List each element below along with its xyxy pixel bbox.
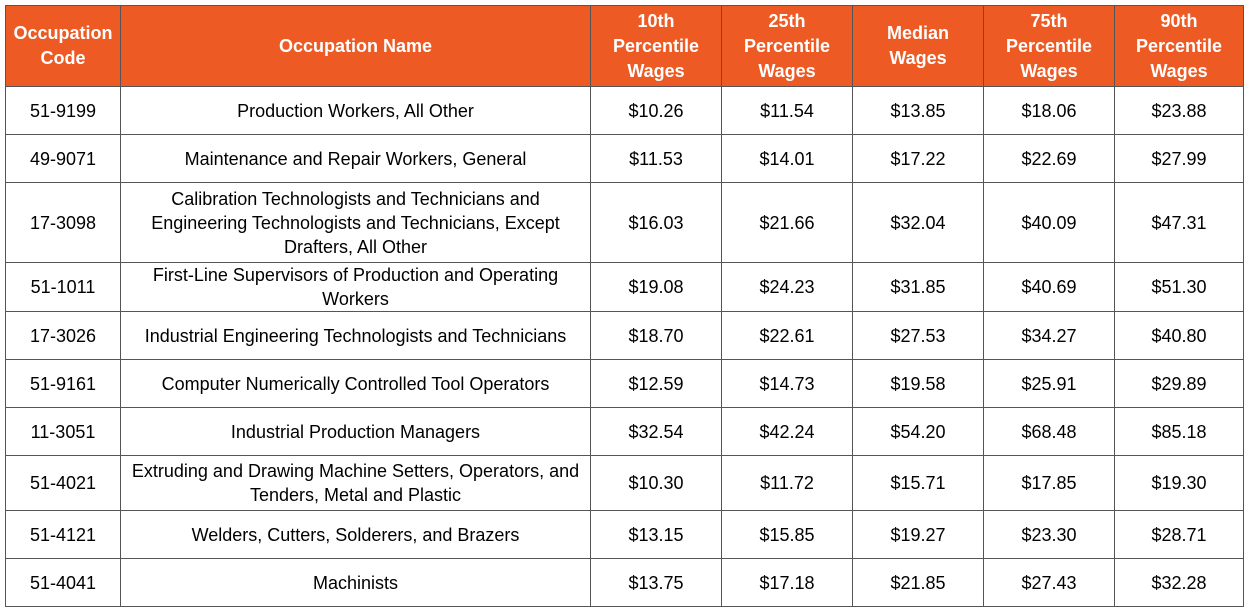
p90-wage-cell: $23.88: [1115, 87, 1244, 135]
p90-wage-cell: $27.99: [1115, 135, 1244, 183]
p75-wage-cell: $18.06: [984, 87, 1115, 135]
p90-wage-cell: $29.89: [1115, 360, 1244, 408]
p25-wage-cell: $11.54: [722, 87, 853, 135]
median-wage-cell: $31.85: [853, 263, 984, 312]
occupation-name-cell: Industrial Engineering Technologists and Technicians: [121, 312, 591, 360]
p10-wage-cell: $11.53: [591, 135, 722, 183]
median-wage-cell: $19.27: [853, 511, 984, 559]
p75-wage-cell: $34.27: [984, 312, 1115, 360]
median-wage-cell: $32.04: [853, 183, 984, 263]
occupation-name-cell: Industrial Production Managers: [121, 408, 591, 456]
p90-wage-cell: $47.31: [1115, 183, 1244, 263]
median-wage-cell: $19.58: [853, 360, 984, 408]
median-wage-cell: $21.85: [853, 559, 984, 607]
table-row: [6, 263, 1244, 312]
occupation-name-cell: First-Line Supervisors of Production and Operating Workers: [121, 263, 591, 312]
p90-wage-cell: $51.30: [1115, 263, 1244, 312]
occupation-code-cell: 51-9161: [6, 360, 121, 408]
occupation-name-cell: Production Workers, All Other: [121, 87, 591, 135]
header-occupation-name: Occupation Name: [121, 6, 591, 87]
occupation-name-cell: Calibration Technologists and Technicians and Engineering Technologists and Technicians, Except Drafters, All Other: [121, 183, 591, 263]
p25-wage-cell: $15.85: [722, 511, 853, 559]
p75-wage-cell: $22.69: [984, 135, 1115, 183]
header-row: [6, 6, 1244, 87]
p10-wage-cell: $16.03: [591, 183, 722, 263]
occupation-code-cell: 51-4041: [6, 559, 121, 607]
table-row: [6, 183, 1244, 263]
p10-wage-cell: $12.59: [591, 360, 722, 408]
occupation-name-cell: Machinists: [121, 559, 591, 607]
median-wage-cell: $27.53: [853, 312, 984, 360]
p10-wage-cell: $10.30: [591, 456, 722, 511]
p75-wage-cell: $40.09: [984, 183, 1115, 263]
p90-wage-cell: $28.71: [1115, 511, 1244, 559]
table-row: [6, 559, 1244, 607]
header-75th-percentile: 75th Percentile Wages: [984, 6, 1115, 87]
occupation-code-cell: 51-9199: [6, 87, 121, 135]
p10-wage-cell: $19.08: [591, 263, 722, 312]
p90-wage-cell: $85.18: [1115, 408, 1244, 456]
p90-wage-cell: $40.80: [1115, 312, 1244, 360]
table-row: [6, 408, 1244, 456]
p25-wage-cell: $21.66: [722, 183, 853, 263]
p25-wage-cell: $14.73: [722, 360, 853, 408]
occupation-code-cell: 51-4021: [6, 456, 121, 511]
occupation-name-cell: Welders, Cutters, Solderers, and Brazers: [121, 511, 591, 559]
occupation-name-cell: Extruding and Drawing Machine Setters, Operators, and Tenders, Metal and Plastic: [121, 456, 591, 511]
table-row: [6, 87, 1244, 135]
occupation-code-cell: 49-9071: [6, 135, 121, 183]
occupation-code-cell: 17-3098: [6, 183, 121, 263]
p75-wage-cell: $17.85: [984, 456, 1115, 511]
header-median: Median Wages: [853, 6, 984, 87]
p25-wage-cell: $11.72: [722, 456, 853, 511]
p25-wage-cell: $14.01: [722, 135, 853, 183]
occupation-code-cell: 11-3051: [6, 408, 121, 456]
p75-wage-cell: $25.91: [984, 360, 1115, 408]
p10-wage-cell: $32.54: [591, 408, 722, 456]
table-row: [6, 360, 1244, 408]
occupation-code-cell: 51-4121: [6, 511, 121, 559]
wage-table: [5, 5, 1244, 607]
p90-wage-cell: $19.30: [1115, 456, 1244, 511]
p75-wage-cell: $27.43: [984, 559, 1115, 607]
p75-wage-cell: $68.48: [984, 408, 1115, 456]
median-wage-cell: $13.85: [853, 87, 984, 135]
occupation-code-cell: 51-1011: [6, 263, 121, 312]
occupation-code-cell: 17-3026: [6, 312, 121, 360]
occupation-name-cell: Computer Numerically Controlled Tool Operators: [121, 360, 591, 408]
p10-wage-cell: $18.70: [591, 312, 722, 360]
occupation-name-cell: Maintenance and Repair Workers, General: [121, 135, 591, 183]
median-wage-cell: $17.22: [853, 135, 984, 183]
p25-wage-cell: $42.24: [722, 408, 853, 456]
table-row: [6, 312, 1244, 360]
median-wage-cell: $54.20: [853, 408, 984, 456]
table-row: [6, 456, 1244, 511]
p90-wage-cell: $32.28: [1115, 559, 1244, 607]
header-90th-percentile: 90th Percentile Wages: [1115, 6, 1244, 87]
p10-wage-cell: $10.26: [591, 87, 722, 135]
p25-wage-cell: $24.23: [722, 263, 853, 312]
p10-wage-cell: $13.15: [591, 511, 722, 559]
p75-wage-cell: $23.30: [984, 511, 1115, 559]
p10-wage-cell: $13.75: [591, 559, 722, 607]
median-wage-cell: $15.71: [853, 456, 984, 511]
p75-wage-cell: $40.69: [984, 263, 1115, 312]
header-occupation-code: Occupation Code: [6, 6, 121, 87]
table-row: [6, 511, 1244, 559]
table-row: [6, 135, 1244, 183]
header-25th-percentile: 25th Percentile Wages: [722, 6, 853, 87]
header-10th-percentile: 10th Percentile Wages: [591, 6, 722, 87]
p25-wage-cell: $22.61: [722, 312, 853, 360]
p25-wage-cell: $17.18: [722, 559, 853, 607]
